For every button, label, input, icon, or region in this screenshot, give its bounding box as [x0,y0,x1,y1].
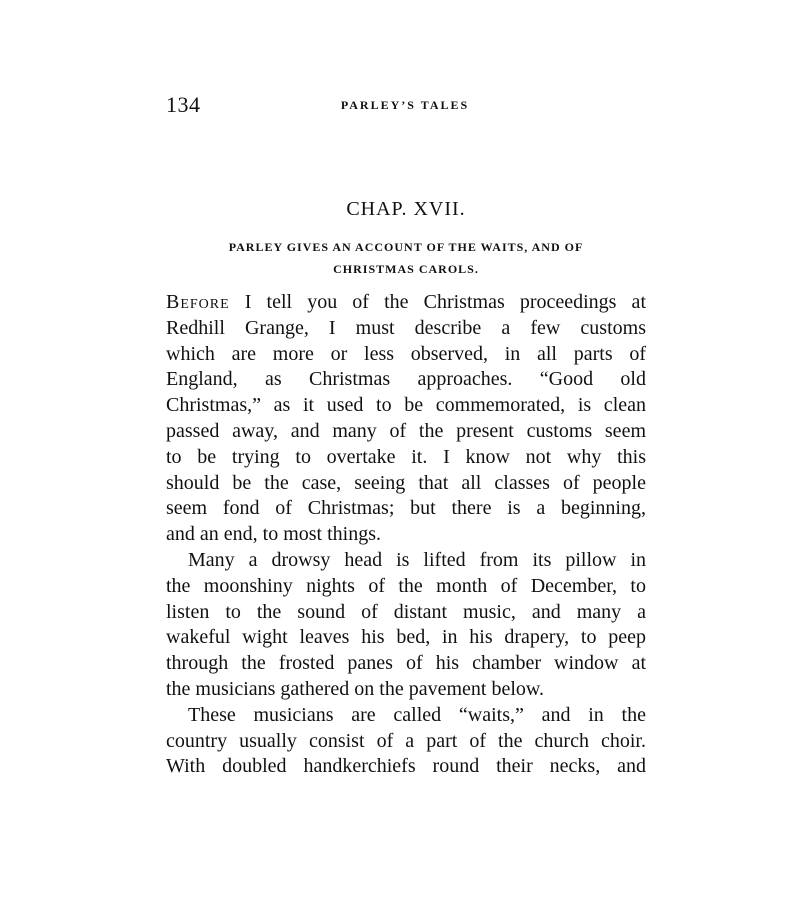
chapter-subtitle [196,236,616,280]
text-line: With doubled handkerchiefs round their necks, and [166,755,646,778]
lead-word: Before [166,291,230,313]
chapter-subtitle-line: PARLEY GIVES AN ACCOUNT OF THE WAITS, AND OF [228,240,584,254]
text-line: the musicians gathered on the pavement below. [166,677,545,700]
running-title: PARLEY’S TALES [340,98,470,112]
text-line: through the frosted panes of his chamber window at [166,652,646,675]
chapter-subtitle-line: CHRISTMAS CAROLS. [333,262,479,276]
text-line: which are more or less observed, in all parts of [166,342,646,365]
text-line: Christmas,” as it used to be commemorated, is clean [166,394,646,417]
page-number: 134 [166,92,201,117]
text-line: the moonshiny nights of the month of December, to [166,574,646,597]
text-line: Redhill Grange, I must describe a few customs [166,316,646,339]
text-line-content: I tell you of the Christmas proceedings at [229,291,646,313]
text-line: listen to the sound of distant music, and many a [166,600,646,623]
text-line: passed away, and many of the present customs seem [166,419,646,442]
text-line: These musicians are called “waits,” and in the [188,703,646,726]
text-line: should be the case, seeing that all classes of people [166,471,646,494]
text-line: to be trying to overtake it. I know not why this [166,445,646,468]
text-line: England, as Christmas approaches. “Good old [166,368,646,391]
text-line: Many a drowsy head is lifted from its pillow in [188,548,646,571]
text-line: seem fond of Christmas; but there is a beginning, [166,497,646,520]
chapter-title: CHAP. XVII. [346,198,466,220]
text-line: and an end, to most things. [166,523,381,546]
body-text [166,290,646,780]
text-line: wakeful wight leaves his bed, in his drapery, to peep [166,626,646,649]
text-line [166,290,646,316]
text-line: country usually consist of a part of the church choir. [166,729,646,752]
